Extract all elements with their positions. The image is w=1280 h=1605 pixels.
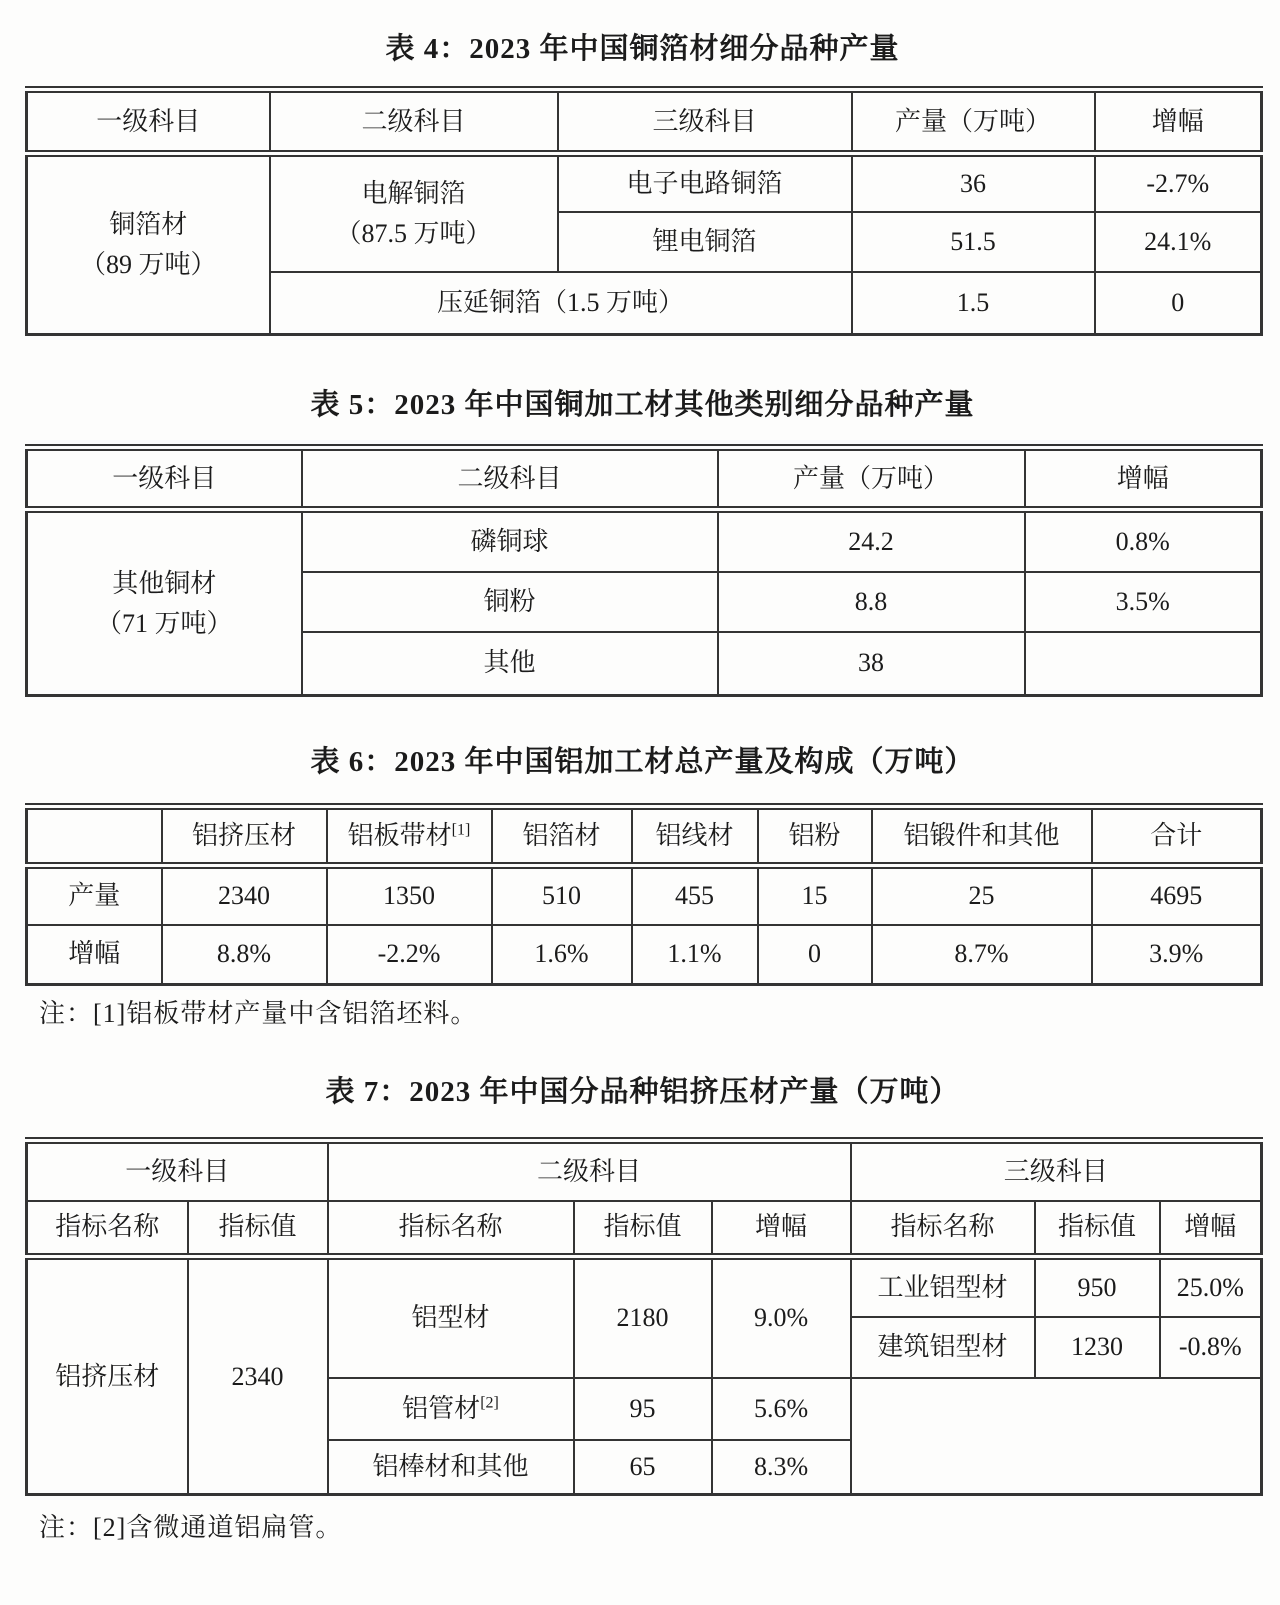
table6-title: 表 6：2023 年中国铝加工材总产量及构成（万吨） [310, 746, 975, 778]
cell-value: 4695 [1092, 866, 1262, 925]
cell-value: 1.6% [492, 925, 632, 985]
table5-row-phosphor [27, 510, 1262, 572]
table6-growth-row [27, 925, 1262, 985]
header-level3: 三级科目 [558, 90, 852, 154]
cell-extrusion-value: 2340 [188, 1257, 328, 1495]
header-extrusion: 铝挤压材 [162, 807, 327, 866]
table7-footnote: 注：[2]含微通道铝扁管。 [39, 1513, 343, 1542]
cell-growth: 24.1% [1095, 212, 1262, 272]
table5-title: 表 5：2023 年中国铜加工材其他类别细分品种产量 [310, 389, 975, 421]
cell-growth: 3.5% [1025, 572, 1262, 632]
table5-other-copper [25, 444, 1263, 697]
cell-name: 建筑铝型材 [851, 1317, 1035, 1378]
group-header-level3: 三级科目 [851, 1141, 1262, 1201]
cell-name: 磷铜球 [302, 510, 718, 572]
cell-output: 38 [718, 632, 1025, 696]
row-label: 增幅 [27, 925, 162, 985]
group-header-level2: 二级科目 [328, 1141, 851, 1201]
cell-growth: 0 [1095, 272, 1262, 335]
header-level2: 二级科目 [302, 448, 718, 510]
table7-row-industrial [27, 1257, 1262, 1317]
subheader-value-1: 指标值 [188, 1201, 328, 1257]
table4-header-row [27, 90, 1262, 154]
cell-value: 15 [758, 866, 872, 925]
header-wire: 铝线材 [632, 807, 758, 866]
header-total: 合计 [1092, 807, 1262, 866]
cell-extrusion-name: 铝挤压材 [27, 1257, 188, 1495]
table7-group-header-row [27, 1141, 1262, 1201]
cell-growth: 25.0% [1160, 1257, 1262, 1317]
cell-value: 455 [632, 866, 758, 925]
corner-cell [27, 807, 162, 866]
header-plate-strip: 铝板带材[1] [327, 807, 492, 866]
cell-output: 1.5 [852, 272, 1095, 335]
cell-output: 36 [852, 154, 1095, 212]
cell-output: 51.5 [852, 212, 1095, 272]
table7-extrusion-breakdown [25, 1137, 1263, 1496]
subheader-name-3: 指标名称 [851, 1201, 1035, 1257]
cell-value: 950 [1035, 1257, 1160, 1317]
cell-value: 95 [574, 1378, 712, 1440]
cell-other-copper-total: 其他铜材 （71 万吨） [27, 510, 302, 696]
cell-value: -2.2% [327, 925, 492, 985]
header-level2: 二级科目 [270, 90, 558, 154]
header-level1: 一级科目 [27, 448, 302, 510]
footnote-ref-1: [1] [451, 821, 471, 839]
group-header-level1: 一级科目 [27, 1141, 328, 1201]
subheader-growth-2: 增幅 [712, 1201, 851, 1257]
cell-profiles-value: 2180 [574, 1257, 712, 1378]
cell-growth: 5.6% [712, 1378, 851, 1440]
header-output: 产量（万吨） [852, 90, 1095, 154]
table7-sub-header-row [27, 1201, 1262, 1257]
subheader-value-2: 指标值 [574, 1201, 712, 1257]
table4-copper-foil [25, 86, 1263, 336]
footnote-ref-2: [2] [480, 1393, 499, 1411]
table6-output-row [27, 866, 1262, 925]
header-foil: 铝箔材 [492, 807, 632, 866]
subheader-value-3: 指标值 [1035, 1201, 1160, 1257]
cell-name: 铜粉 [302, 572, 718, 632]
cell-growth: 8.3% [712, 1440, 851, 1495]
table5-header-row [27, 448, 1262, 510]
header-level1: 一级科目 [27, 90, 270, 154]
cell-name: 铝棒材和其他 [328, 1440, 574, 1495]
cell-name: 其他 [302, 632, 718, 696]
cell-empty [851, 1378, 1262, 1495]
header-powder: 铝粉 [758, 807, 872, 866]
cell-rolled-foil: 压延铜箔（1.5 万吨） [270, 272, 852, 335]
cell-value: 0 [758, 925, 872, 985]
header-output: 产量（万吨） [718, 448, 1025, 510]
cell-name: 锂电铜箔 [558, 212, 852, 272]
cell-name: 电子电路铜箔 [558, 154, 852, 212]
cell-value: 1350 [327, 866, 492, 925]
cell-copper-foil-total: 铜箔材 （89 万吨） [27, 154, 270, 335]
cell-value: 1.1% [632, 925, 758, 985]
table4-title: 表 4：2023 年中国铜箔材细分品种产量 [385, 33, 900, 65]
subheader-name-1: 指标名称 [27, 1201, 188, 1257]
cell-profiles-growth: 9.0% [712, 1257, 851, 1378]
header-forgings: 铝锻件和其他 [872, 807, 1092, 866]
table6-header-row [27, 807, 1262, 866]
cell-value: 8.7% [872, 925, 1092, 985]
table7-title: 表 7：2023 年中国分品种铝挤压材产量（万吨） [325, 1076, 960, 1108]
header-growth: 增幅 [1025, 448, 1262, 510]
cell-growth: -0.8% [1160, 1317, 1262, 1378]
cell-value: 3.9% [1092, 925, 1262, 985]
subheader-name-2: 指标名称 [328, 1201, 574, 1257]
row-label: 产量 [27, 866, 162, 925]
cell-name: 工业铝型材 [851, 1257, 1035, 1317]
cell-value: 2340 [162, 866, 327, 925]
table4-row-electronic [27, 154, 1262, 212]
cell-electrolytic-foil: 电解铜箔 （87.5 万吨） [270, 154, 558, 272]
cell-growth: -2.7% [1095, 154, 1262, 212]
cell-value: 25 [872, 866, 1092, 925]
table6-footnote: 注：[1]铝板带材产量中含铝箔坯料。 [39, 999, 478, 1028]
cell-output: 24.2 [718, 510, 1025, 572]
cell-profiles-name: 铝型材 [328, 1257, 574, 1378]
cell-growth [1025, 632, 1262, 696]
cell-value: 510 [492, 866, 632, 925]
cell-growth: 0.8% [1025, 510, 1262, 572]
cell-value: 65 [574, 1440, 712, 1495]
table6-aluminum-total [25, 803, 1263, 986]
cell-value: 8.8% [162, 925, 327, 985]
cell-value: 1230 [1035, 1317, 1160, 1378]
cell-output: 8.8 [718, 572, 1025, 632]
cell-tubes-name: 铝管材[2] [328, 1378, 574, 1440]
subheader-growth-3: 增幅 [1160, 1201, 1262, 1257]
header-growth: 增幅 [1095, 90, 1262, 154]
